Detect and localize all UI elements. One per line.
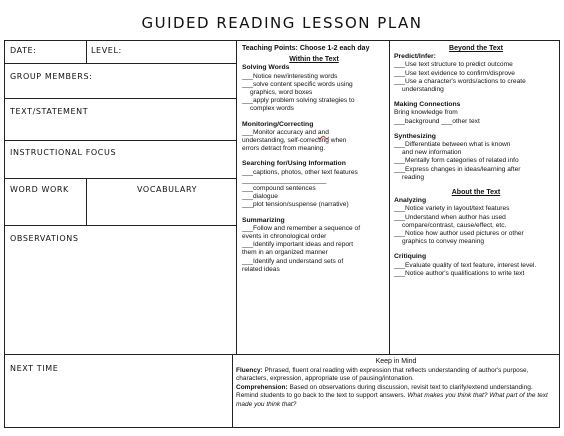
beyond-text-heading: Beyond the Text [449, 45, 503, 52]
teaching-points-heading: Teaching Points: Choose 1-2 each day [242, 45, 370, 52]
list-item: ___Use text evidence to confirm/disprove [394, 69, 515, 77]
right-column-divider [389, 40, 390, 354]
list-item: ___compound sentences [242, 185, 316, 193]
list-item: ___Notice new/interesting words [242, 72, 338, 80]
list-item: ___background ___other text [394, 117, 480, 125]
list-item: ___Identify and understand sets of [242, 257, 344, 265]
list-item: ___plot tension/suspense (narrative) [242, 201, 349, 209]
summarizing-heading: Summarizing [242, 216, 285, 224]
list-item: ___dialogue [242, 193, 278, 201]
date-label: DATE: [10, 46, 37, 55]
connections-heading: Making Connections [394, 101, 461, 109]
bottom-section-divider [4, 354, 560, 355]
wordwork-vocab-divider [86, 178, 87, 225]
comprehension-text: Based on observations during discussion, revisit text to clarify/extend understanding. Remind students to go back to the text to support answers. [236, 383, 533, 400]
list-item: ___Express changes in ideas/learning after [394, 165, 521, 173]
monitor-text-and: and [317, 128, 329, 136]
list-item: and new information [402, 149, 462, 157]
list-item: reading [402, 173, 424, 181]
list-item: ___solve content specific words using [242, 80, 353, 88]
row-divider [4, 63, 236, 64]
list-item: graphics to convey meaning [402, 238, 485, 246]
synthesizing-heading: Synthesizing [394, 132, 436, 140]
list-item: _______________________ [242, 176, 327, 184]
text-statement-label: TEXT/STATEMENT [10, 107, 89, 116]
next-time-label: NEXT TIME [10, 364, 59, 373]
list-item: ___Identify important ideas and report [242, 241, 354, 249]
row-divider [4, 98, 236, 99]
observations-label: OBSERVATIONS [10, 234, 79, 243]
fluency-label: Fluency: [236, 366, 263, 374]
list-item: Bring knowledge from [394, 109, 458, 117]
about-text-heading: About the Text [451, 189, 501, 197]
list-item: ___Notice variety in layout/text features [394, 205, 510, 213]
monitoring-heading: Monitoring/Correcting [242, 120, 314, 128]
list-item: ___Mentally form categories of related info [394, 157, 519, 165]
page-title: GUIDED READING LESSON PLAN [141, 14, 423, 32]
list-item: ___captions, photos, other text features [242, 168, 358, 176]
comprehension-paragraph [236, 384, 556, 410]
list-item: ___apply problem solving strategies to [242, 97, 355, 105]
fluency-text: Phrased, fluent oral reading with expression that reflects understanding of author's purpose, characters, expression, appropriate use of pausing/intonation. [236, 366, 529, 383]
list-item: compare/contrast, cause/effect, etc. [402, 221, 507, 229]
list-item: ___Use text structure to predict outcome [394, 61, 513, 69]
list-item: ___Notice author's qualifications to write text [394, 269, 525, 277]
comprehension-questions: What makes you think that? What part of the text made you think that? [236, 392, 548, 408]
list-item: ___Notice how author used pictures or other [394, 230, 524, 238]
date-level-divider [86, 40, 87, 63]
list-item: ___Follow and remember a sequence of [242, 224, 361, 232]
keep-in-mind-section [236, 358, 556, 410]
list-item: them in an organized manner [242, 249, 328, 257]
solving-words-heading: Solving Words [242, 64, 290, 72]
list-item: ___Understand when author has used [394, 213, 506, 221]
list-item [242, 129, 386, 137]
instructional-focus-label: INSTRUCTIONAL FOCUS [10, 148, 117, 157]
fluency-paragraph [236, 367, 556, 384]
critiquing-heading: Critiquing [394, 253, 427, 261]
comprehension-label: Comprehension: [236, 383, 288, 391]
list-item: graphics, word boxes [250, 89, 313, 97]
list-item: errors detract from meaning. [242, 145, 326, 153]
analyzing-heading: Analyzing [394, 197, 427, 205]
vocabulary-label: VOCABULARY [137, 185, 198, 194]
searching-heading: Searching for/Using Information [242, 160, 346, 168]
group-members-label: GROUP MEMBERS: [10, 72, 93, 81]
left-column-divider [236, 40, 237, 354]
word-work-label: WORD WORK [10, 185, 69, 194]
list-item: ___Use a character's words/actions to create [394, 77, 526, 85]
row-divider [4, 178, 236, 179]
keep-in-mind-heading: Keep in Mind [375, 358, 417, 365]
list-item: events in chronological order [242, 233, 327, 241]
list-item: understanding, self-correcting when [242, 137, 347, 145]
monitor-text: ___Monitor accuracy and [242, 128, 318, 136]
predict-heading: Predict/Infer: [394, 53, 436, 61]
level-label: LEVEL: [91, 46, 122, 55]
list-item: understanding [402, 86, 444, 94]
list-item: related ideas [242, 265, 280, 273]
list-item: ___Differentiate between what is known [394, 141, 511, 149]
next-time-divider [232, 354, 233, 428]
row-divider [4, 225, 236, 226]
beyond-text-column [394, 45, 558, 278]
list-item: complex words [250, 105, 294, 113]
within-text-heading: Within the Text [289, 56, 339, 64]
row-divider [4, 140, 236, 141]
list-item: ___Evaluate quality of text feature, interest level. [394, 261, 537, 269]
within-text-column [242, 45, 386, 274]
